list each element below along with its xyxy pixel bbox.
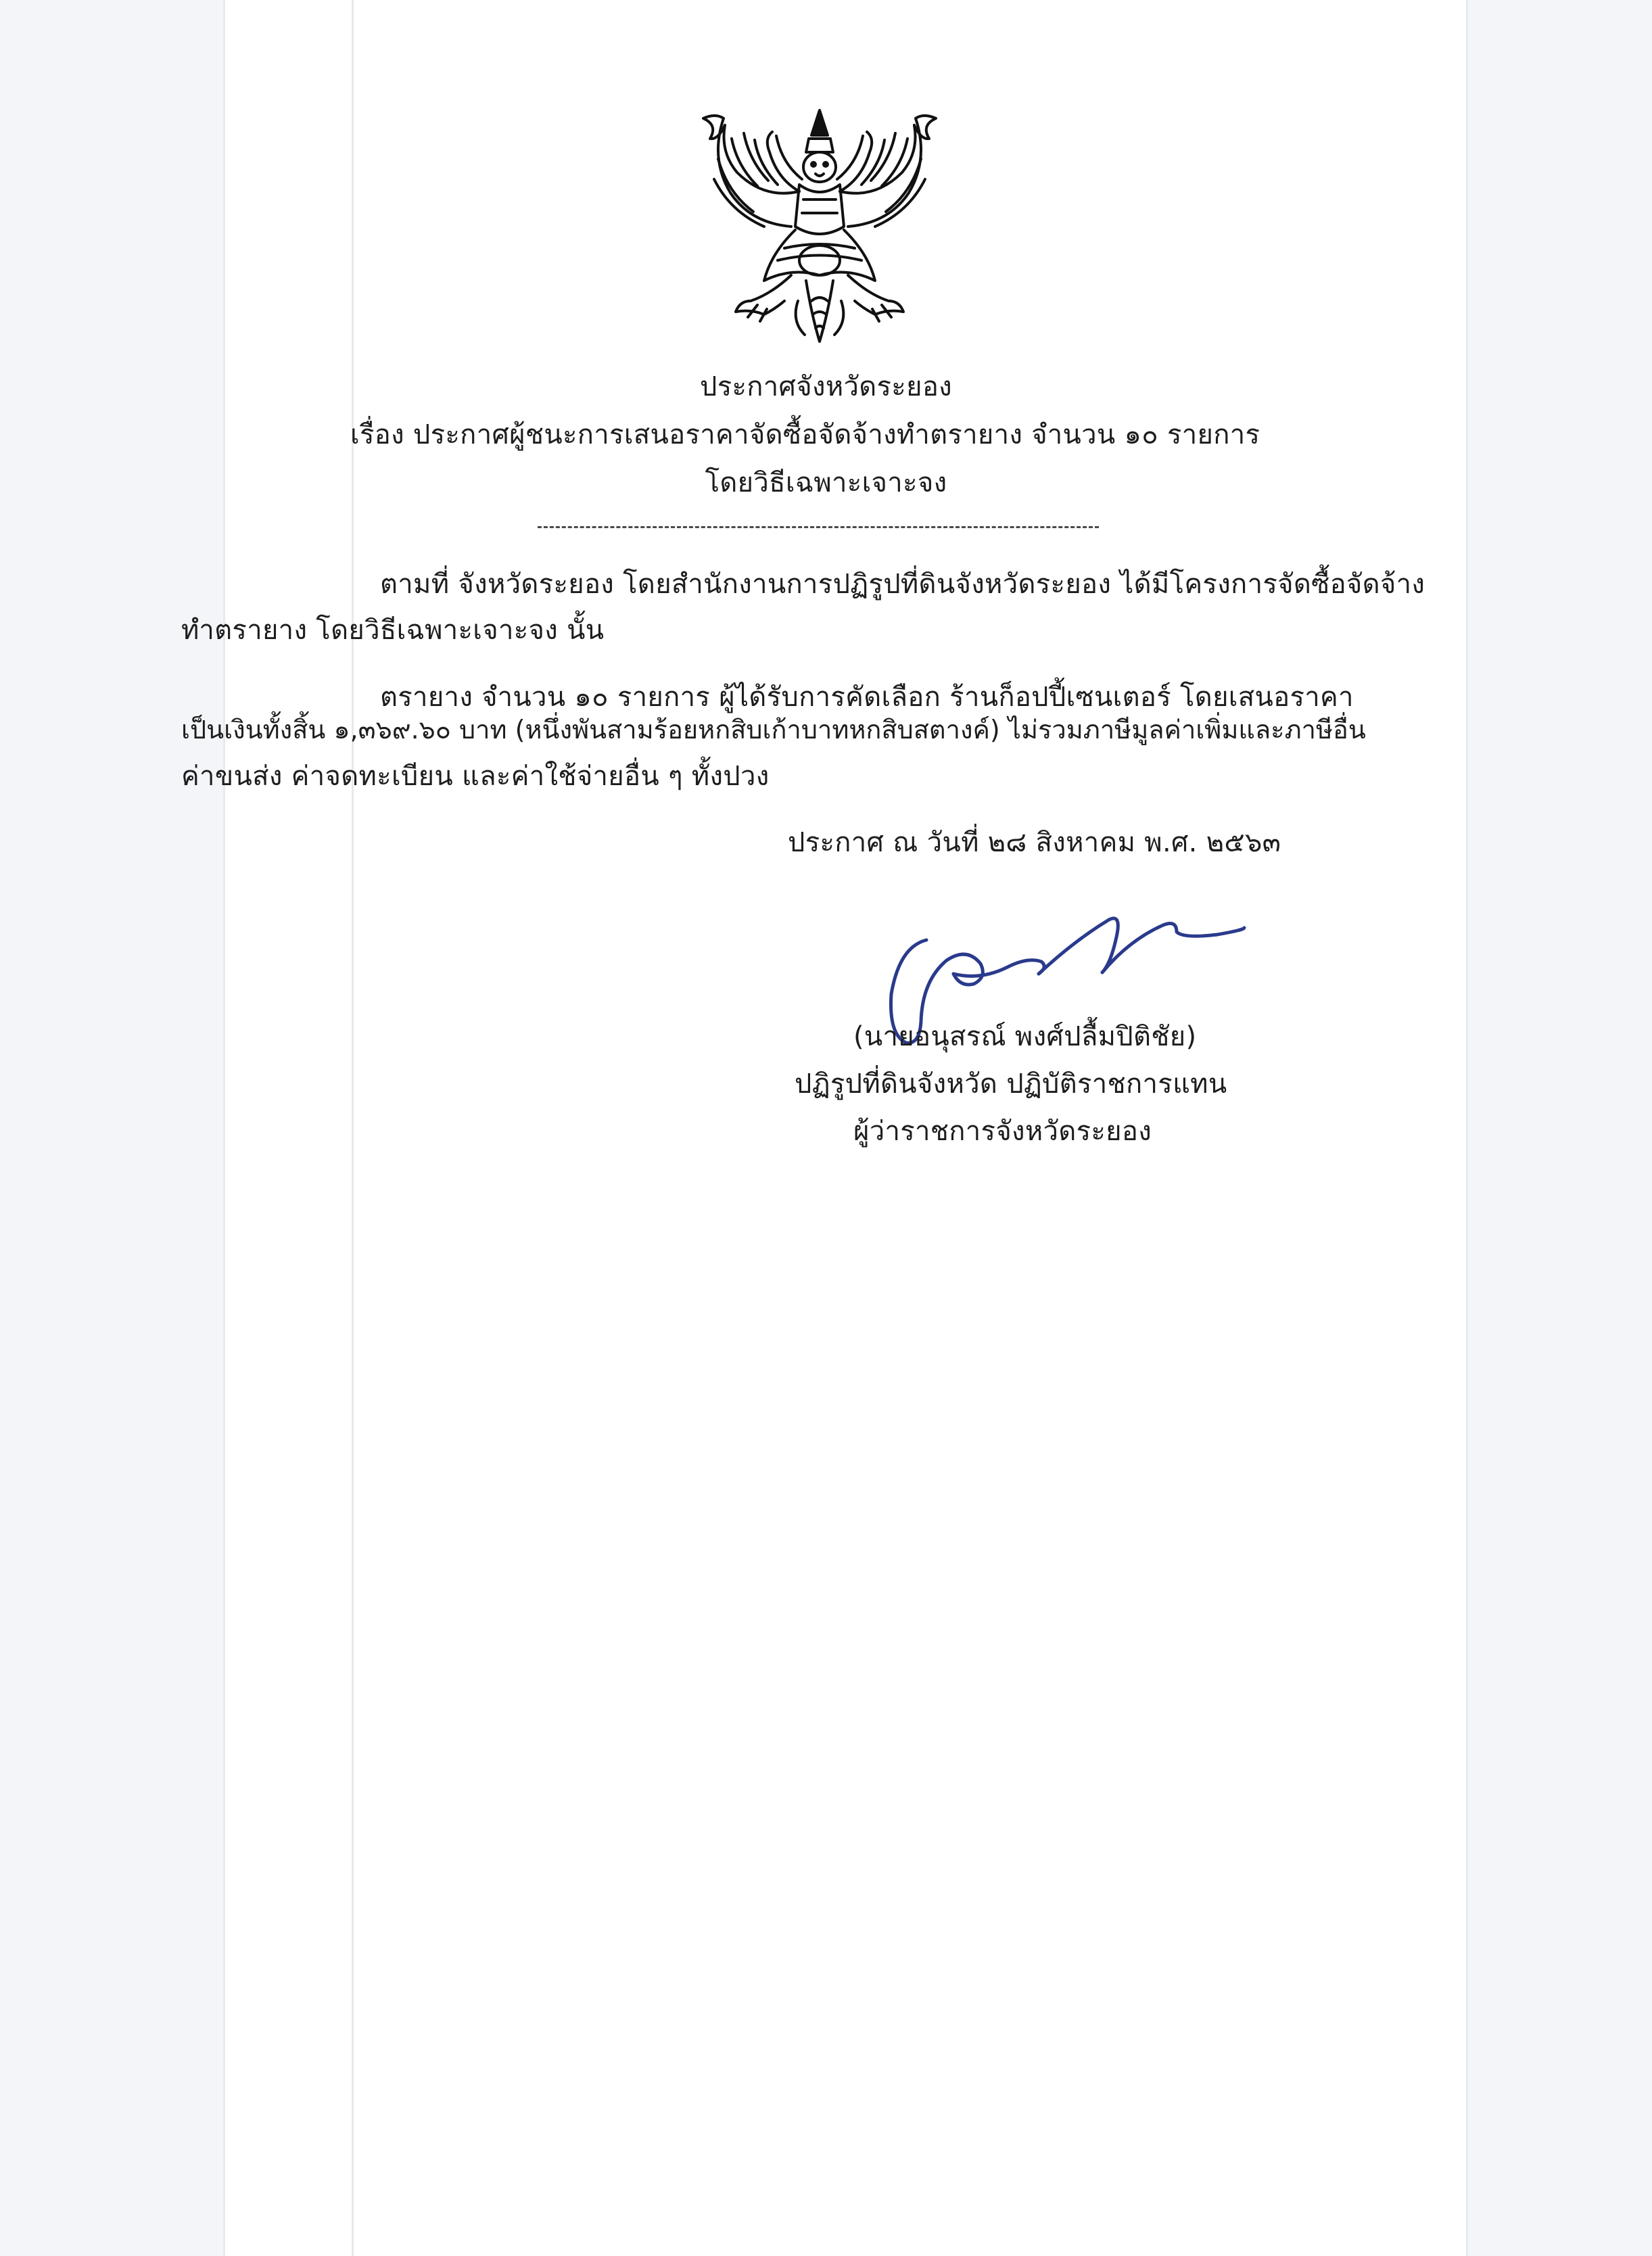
procurement-method: โดยวิธีเฉพาะเจาะจง [705, 467, 947, 498]
paragraph-1-line-2: ทำตรายาง โดยวิธีเฉพาะเจาะจง นั้น [181, 615, 605, 646]
announcement-title: ประกาศจังหวัดระยอง [700, 371, 952, 402]
paragraph-1-line-1: ตามที่ จังหวัดระยอง โดยสำนักงานการปฏิรูปที่ดินจังหวัดระยอง ได้มีโครงการจัดซื้อจัดจ้าง [380, 569, 1425, 600]
garuda-emblem-icon [683, 98, 957, 362]
signatory-name: (นายอนุสรณ์ พงศ์ปลื้มปิติชัย) [853, 1021, 1197, 1052]
paragraph-2-line-3: ค่าขนส่ง ค่าจดทะเบียน และค่าใช้จ่ายอื่น ๆ ทั้งปวง [181, 761, 770, 792]
announcement-date: ประกาศ ณ วันที่ ๒๘ สิงหาคม พ.ศ. ๒๕๖๓ [788, 827, 1281, 858]
separator-line [538, 526, 1099, 528]
announcement-subject: เรื่อง ประกาศผู้ชนะการเสนอราคาจัดซื้อจัดจ้างทำตรายาง จำนวน ๑๐ รายการ [350, 419, 1260, 450]
paragraph-2-line-2: เป็นเงินทั้งสิ้น ๑,๓๖๙.๖๐ บาท (หนึ่งพันสามร้อยหกสิบเก้าบาทหกสิบสตางค์) ไม่รวมภาษีมูลค่าเพิ่มและภาษีอื่น [181, 715, 1366, 745]
signatory-office: ผู้ว่าราชการจังหวัดระยอง [853, 1116, 1152, 1147]
signatory-position: ปฏิรูปที่ดินจังหวัด ปฏิบัติราชการแทน [795, 1068, 1227, 1100]
paragraph-2-line-1: ตรายาง จำนวน ๑๐ รายการ ผู้ได้รับการคัดเลือก ร้านก็อปปี้เซนเตอร์ โดยเสนอราคา [380, 682, 1354, 713]
